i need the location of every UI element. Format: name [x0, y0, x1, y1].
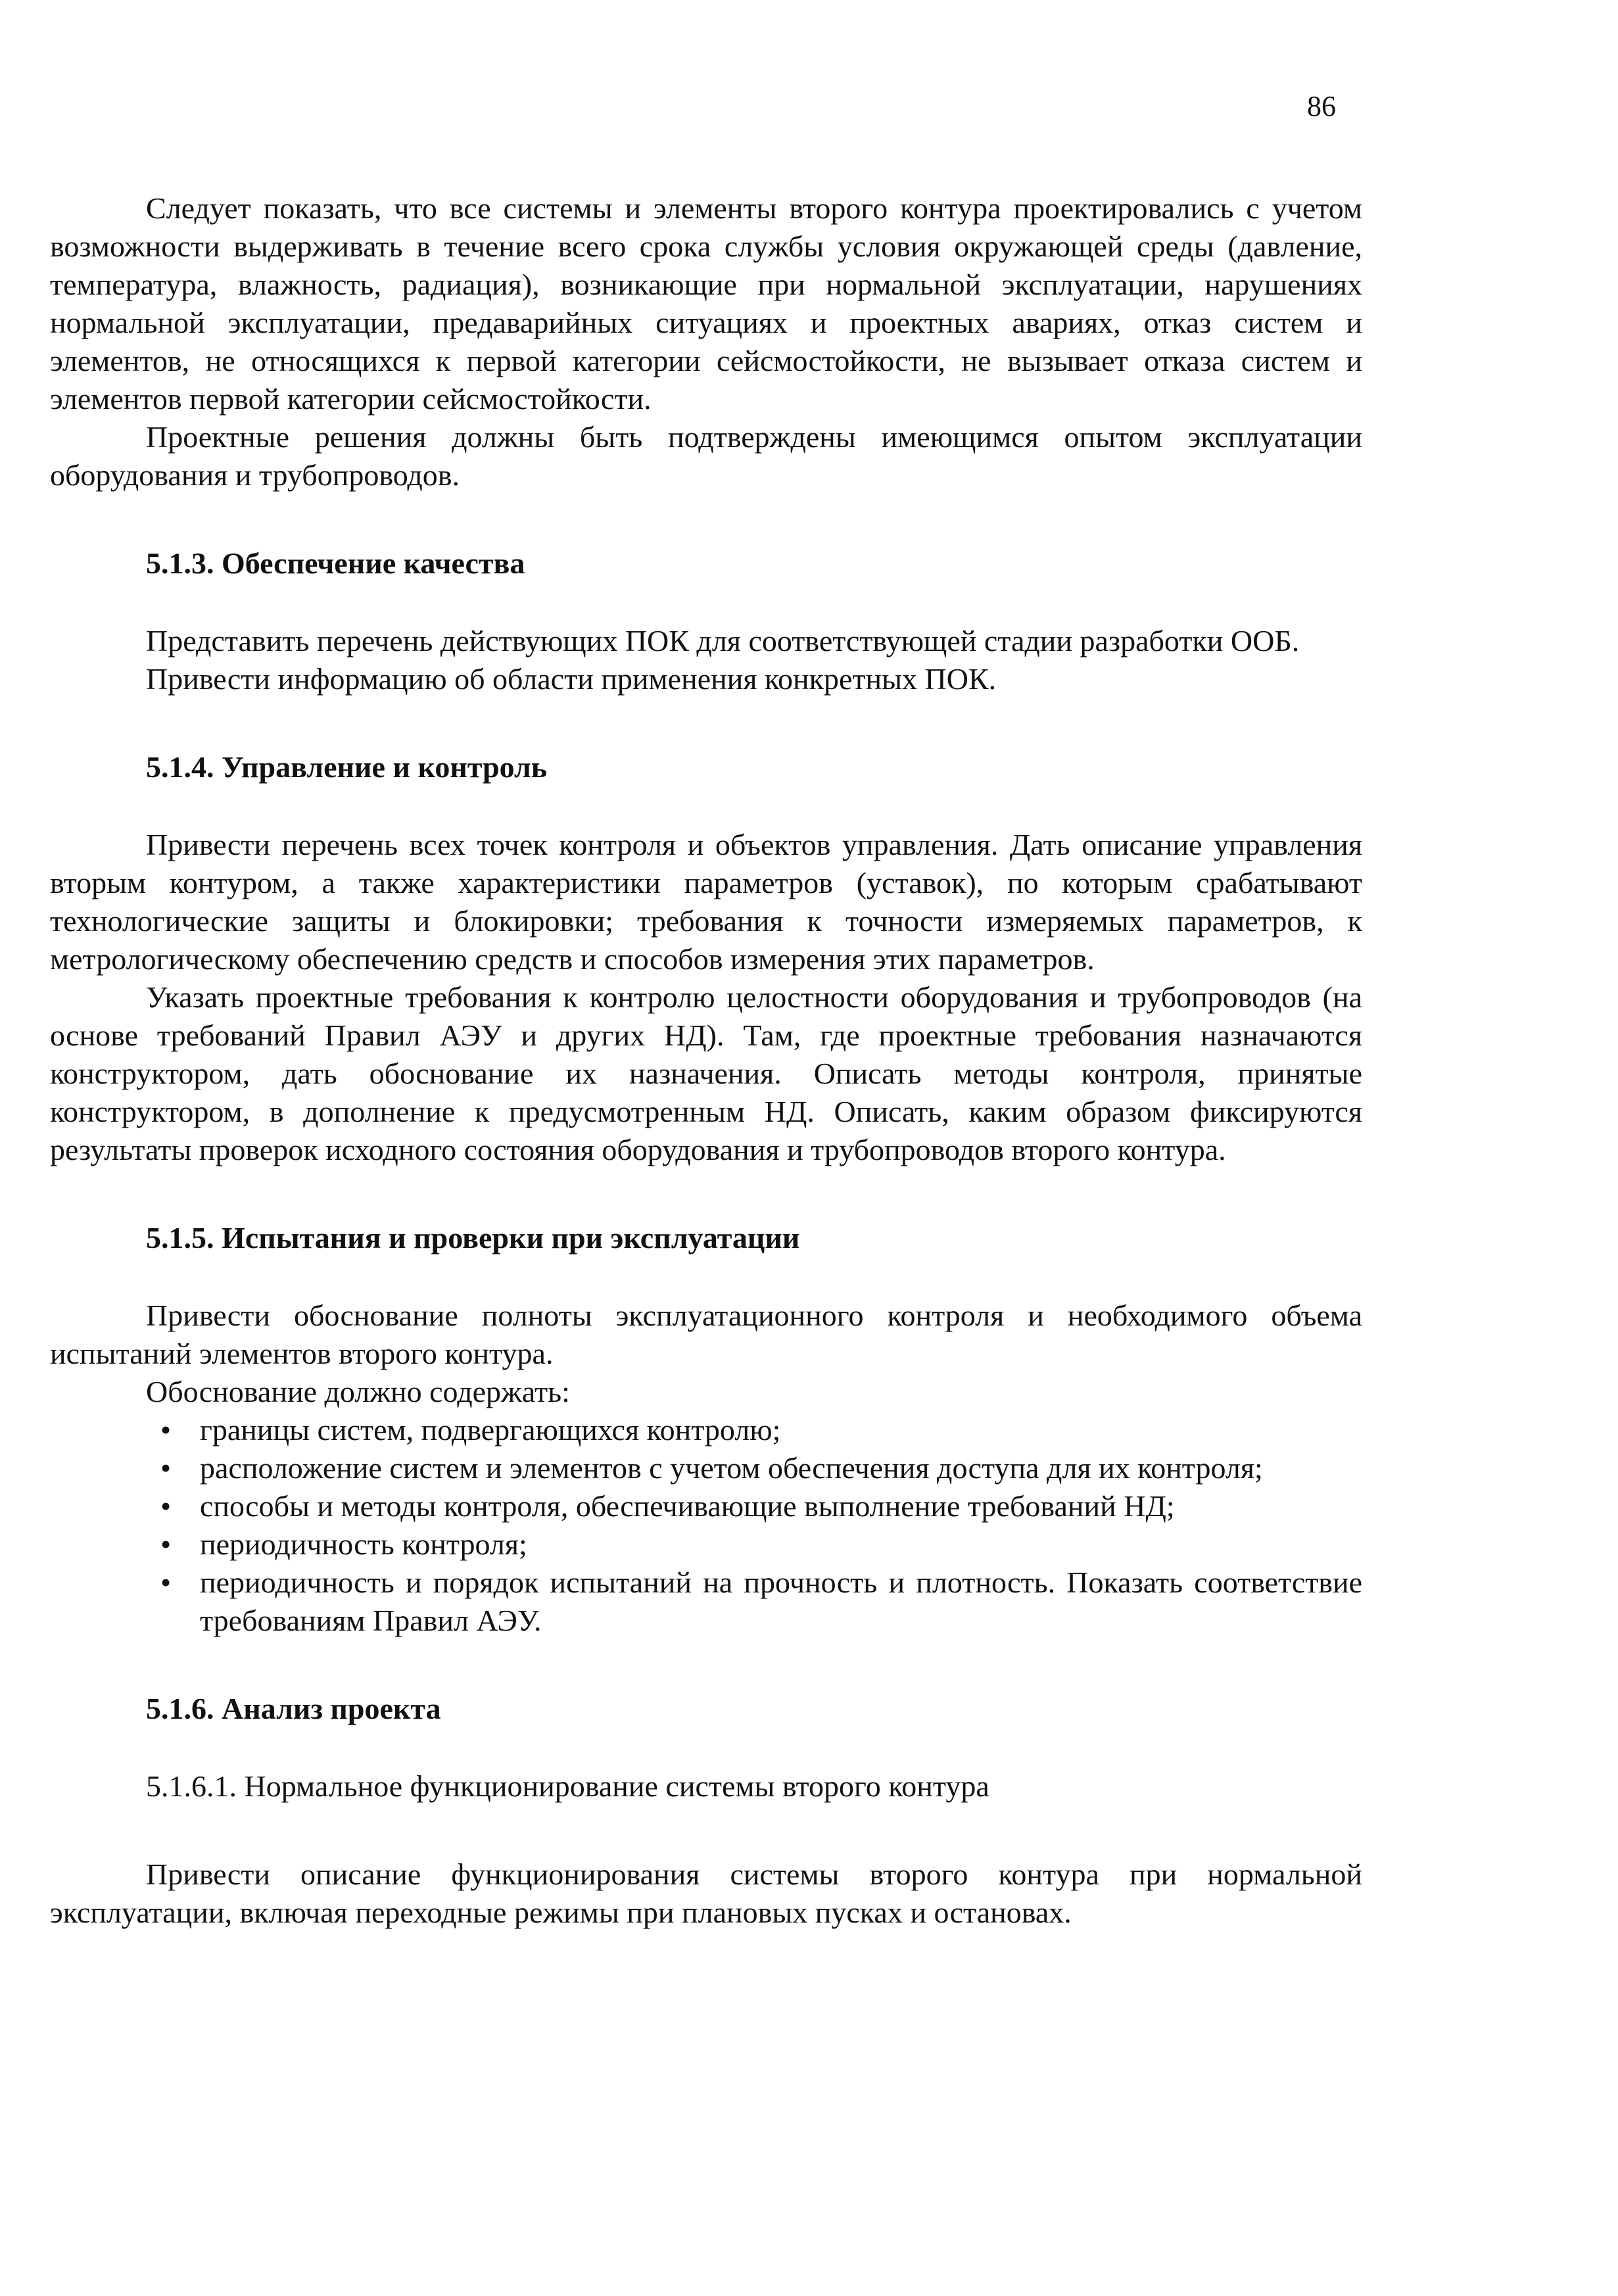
- list-item-text: расположение систем и элементов с учетом обеспечения доступа для их контроля;: [200, 1451, 1263, 1485]
- list-item: [50, 1564, 1362, 1640]
- bullet-icon: •: [160, 1566, 172, 1599]
- paragraph: Привести описание функционирования системы второго контура при нормальной эксплуатации, включая переходные режимы при плановых пусках и остановах.: [50, 1857, 1362, 1929]
- list-item: [50, 1487, 1362, 1525]
- bullet-icon: •: [160, 1489, 172, 1523]
- section-heading-5-1-3: 5.1.3. Обеспечение качества: [146, 546, 525, 580]
- section-heading-5-1-6: 5.1.6. Анализ проекта: [146, 1692, 441, 1725]
- paragraph: Привести информацию об области применения конкретных ПОК.: [146, 662, 997, 696]
- section-heading-5-1-4: 5.1.4. Управление и контроль: [146, 750, 548, 784]
- section-heading-5-1-5: 5.1.5. Испытания и проверки при эксплуатации: [146, 1221, 800, 1255]
- list-item-text: способы и методы контроля, обеспечивающие выполнение требований НД;: [200, 1489, 1175, 1523]
- paragraph: Обоснование должно содержать:: [146, 1375, 570, 1408]
- bullet-icon: •: [160, 1527, 172, 1561]
- bullet-icon: •: [160, 1451, 172, 1485]
- paragraph: Привести обоснование полноты эксплуатационного контроля и необходимого объема испытаний элементов второго контура.: [50, 1299, 1362, 1370]
- paragraph: Проектные решения должны быть подтверждены имеющимся опытом эксплуатации оборудования и трубопроводов.: [50, 420, 1362, 492]
- bullet-icon: •: [160, 1413, 172, 1447]
- paragraph: Указать проектные требования к контролю целостности оборудования и трубопроводов (на основе требований Правил АЭУ и других НД). Там, где проектные требования назначаются конструктором, дать обоснование их назначения. Описать методы контроля, принятые конструктором, в дополнение к предусмотренным НД. Описать, каким образом фиксируются результаты проверок исходного состояния оборудования и трубопроводов второго контура.: [50, 980, 1362, 1166]
- list-item: [50, 1449, 1362, 1487]
- page-content: [50, 189, 1362, 1932]
- subsection-heading-5-1-6-1: 5.1.6.1. Нормальное функционирование системы второго контура: [146, 1769, 989, 1803]
- paragraph: Представить перечень действующих ПОК для соответствующей стадии разработки ООБ.: [146, 624, 1300, 658]
- requirements-list: [50, 1411, 1362, 1640]
- list-item-text: границы систем, подвергающихся контролю;: [200, 1413, 781, 1447]
- paragraph: Следует показать, что все системы и элементы второго контура проектировались с учетом возможности выдерживать в течение всего срока службы условия окружающей среды (давление, температура, влажность, радиация), возникающие при нормальной эксплуатации, нарушениях нормальной эксплуатации, предаварийных ситуациях и проектных авариях, отказ систем и элементов, не относящихся к первой категории сейсмостойкости, не вызывает отказа систем и элементов первой категории сейсмостойкости.: [50, 191, 1362, 416]
- list-item: [50, 1525, 1362, 1564]
- list-item-text: периодичность контроля;: [200, 1527, 527, 1561]
- paragraph: Привести перечень всех точек контроля и объектов управления. Дать описание управления вторым контуром, а также характеристики параметров (уставок), по которым срабатывают технологические защиты и блокировки; требования к точности измеряемых параметров, к метрологическому обеспечению средств и способов измерения этих параметров.: [50, 828, 1362, 976]
- list-item-text: периодичность и порядок испытаний на прочность и плотность. Показать соответствие требованиям Правил АЭУ.: [200, 1566, 1362, 1637]
- page-number: 86: [1307, 90, 1336, 122]
- list-item: [50, 1411, 1362, 1449]
